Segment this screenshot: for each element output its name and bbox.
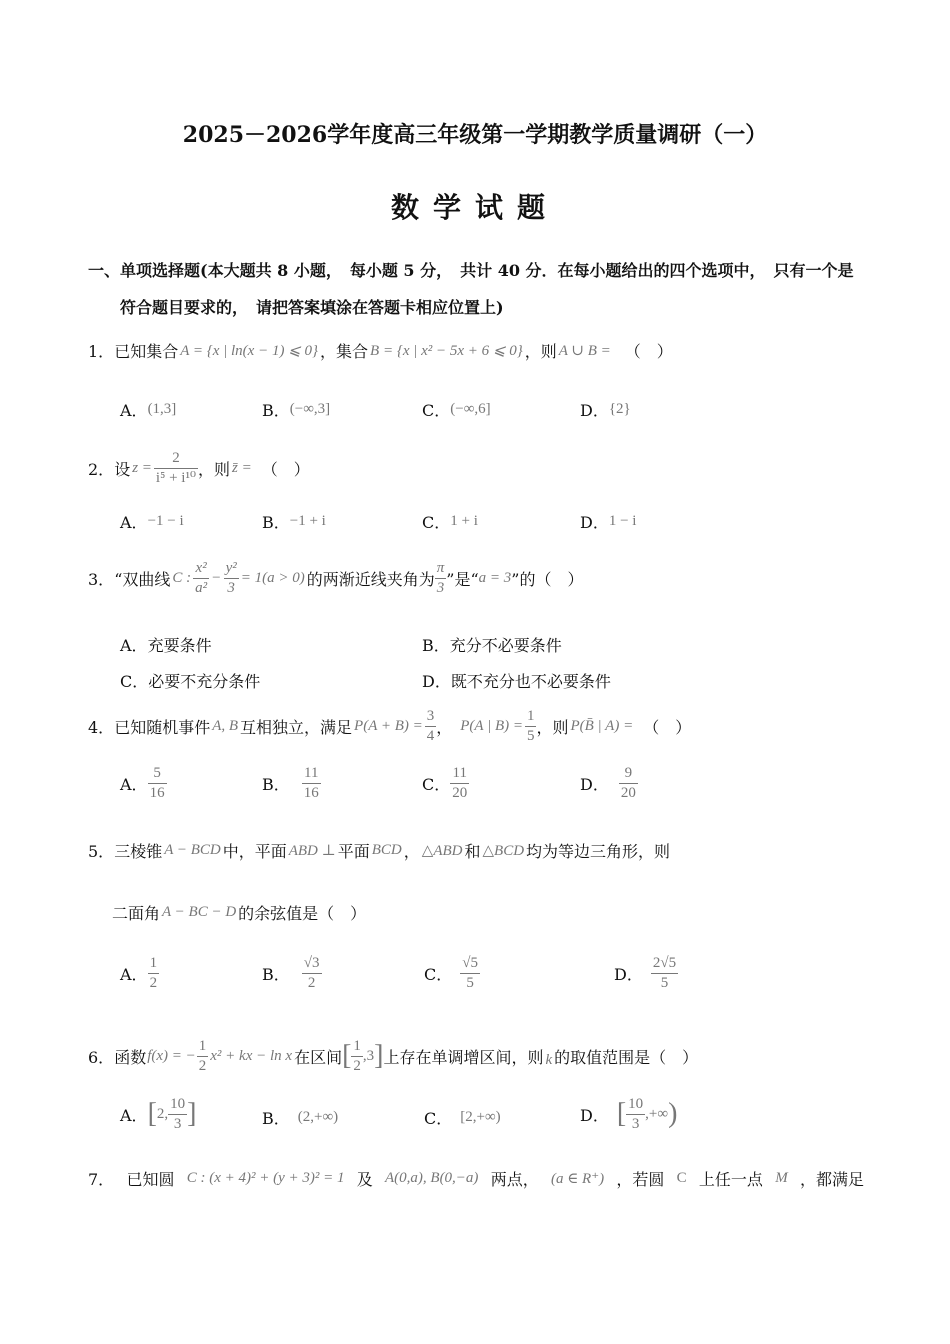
section-heading-line2: 符合题目要求的， 请把答案填涂在答题卡相应位置上) <box>120 298 504 317</box>
option-value: (−∞,3] <box>289 401 331 417</box>
left-bracket-glyph: [ <box>147 1098 157 1129</box>
question-text: 的余弦值是（ ） <box>238 903 367 923</box>
option-value-part: 2, <box>156 1105 169 1122</box>
tetrahedron-expr: A − BCD <box>164 841 221 858</box>
question-number: 4． <box>88 717 115 737</box>
fraction-numerator: 10 <box>626 1097 645 1115</box>
question-number: 7． <box>88 1169 115 1189</box>
fraction-numerator: 3 <box>425 709 437 727</box>
half-fraction <box>197 1039 209 1074</box>
option-label: D． <box>614 965 643 984</box>
fraction-denominator: 5 <box>660 975 669 991</box>
right-bracket-glyph: ] <box>374 1040 384 1071</box>
question-text: ，则 <box>536 717 569 737</box>
option-label: C． <box>422 775 451 794</box>
question-text: 在区间 <box>294 1047 343 1067</box>
answer-paren: （ ） <box>624 341 673 361</box>
fraction-numerator: 1 <box>148 956 160 974</box>
option-fraction <box>302 766 321 801</box>
fraction-numerator: 1 <box>525 709 537 727</box>
option-value: 1 + i <box>450 513 478 529</box>
option-label: D． <box>422 672 451 691</box>
fraction-denominator: 3 <box>227 579 235 596</box>
circle-name: C <box>676 1169 687 1186</box>
prob-union: P(A + B) = <box>354 717 423 734</box>
option-label: C． <box>424 965 453 984</box>
question-text: ，则 <box>524 341 557 361</box>
option-label: A． <box>120 775 148 794</box>
option-b <box>422 633 562 656</box>
option-fraction <box>651 956 678 991</box>
option-a <box>120 1096 196 1132</box>
option-fraction <box>168 1097 187 1132</box>
question-text: 设 <box>114 459 131 479</box>
option-a <box>120 633 212 656</box>
question-text: 上存在单调增区间，则 <box>383 1047 544 1067</box>
a-condition: (a ∈ R⁺) <box>550 1170 605 1187</box>
option-label: A． <box>120 513 148 532</box>
question-4 <box>88 704 691 748</box>
question-text: 函数 <box>114 1047 147 1067</box>
option-value: −1 + i <box>289 513 326 529</box>
option-label: A． <box>120 1105 148 1125</box>
option-c <box>422 398 491 421</box>
set-b-expr: B = {x | x² − 5x + 6 ⩽ 0} <box>370 342 523 359</box>
option-d <box>614 956 678 991</box>
point-m: M <box>775 1169 788 1186</box>
zbar-expr: z̄ = <box>231 459 252 476</box>
option-fraction <box>460 956 480 991</box>
fraction-three-quarters <box>425 709 437 744</box>
option-a <box>120 766 167 801</box>
option-d <box>580 766 638 801</box>
triangle-abd: △ABD <box>421 842 463 859</box>
question-text: “双曲线 <box>114 569 171 589</box>
option-fraction <box>619 766 638 801</box>
question-1 <box>88 336 673 364</box>
option-fraction <box>302 956 322 991</box>
fraction-denominator: 5 <box>526 727 535 744</box>
question-text: 二面角 <box>112 903 161 923</box>
option-b <box>262 510 326 533</box>
z-fraction <box>154 451 198 486</box>
option-label: A． <box>120 636 148 655</box>
question-number: 6． <box>88 1047 115 1067</box>
z-expr: z = <box>132 459 152 476</box>
fraction-numerator: y² <box>224 561 239 579</box>
option-c <box>424 1106 501 1129</box>
right-paren-glyph: ) <box>668 1098 678 1129</box>
fraction-numerator: 1 <box>197 1039 209 1057</box>
option-value: (−∞,6] <box>450 401 491 417</box>
option-fraction <box>148 956 160 991</box>
right-bracket-glyph: ] <box>187 1098 197 1129</box>
option-label: D． <box>580 513 609 532</box>
question-text: 上任一点 <box>698 1169 763 1189</box>
function-lhs: f(x) = − <box>147 1047 196 1064</box>
option-c <box>422 510 478 533</box>
question-text: 已知随机事件 <box>114 717 211 737</box>
fraction-denominator: 5 <box>466 975 474 991</box>
question-7 <box>88 1164 864 1192</box>
question-text: 已知集合 <box>114 341 179 361</box>
fraction-denominator: 3 <box>436 579 445 596</box>
fraction-numerator: x² <box>193 561 209 579</box>
fraction-denominator: 3 <box>173 1115 182 1132</box>
dihedral-angle-expr: A − BC − D <box>162 903 237 920</box>
option-a <box>120 956 159 991</box>
circle-equation: C : (x + 4)² + (y + 3)² = 1 <box>186 1169 345 1186</box>
left-bracket-glyph: [ <box>342 1040 352 1071</box>
fraction-denominator: 20 <box>452 785 468 801</box>
question-text: 互相独立，满足 <box>240 717 353 737</box>
option-value: 必要不充分条件 <box>148 672 261 691</box>
question-text: ，则 <box>197 459 230 479</box>
option-fraction <box>450 766 469 801</box>
option-label: C． <box>422 401 451 420</box>
option-label: B． <box>262 513 290 532</box>
option-value: 充要条件 <box>147 636 212 655</box>
x-squared-fraction <box>193 561 209 596</box>
fraction-denominator: 2 <box>149 975 158 991</box>
fraction-denominator: a² <box>195 579 208 596</box>
fraction-denominator: 16 <box>303 785 319 801</box>
option-label: D． <box>580 1105 609 1125</box>
question-text: ”是“ <box>446 569 479 589</box>
function-rhs: x² + kx − ln x <box>210 1047 293 1064</box>
option-a <box>120 398 176 421</box>
fraction-numerator: 9 <box>619 766 638 784</box>
fraction-denominator: i⁵ + i¹⁰ <box>155 469 196 486</box>
question-text: 均为等边三角形，则 <box>526 841 671 861</box>
plane-bcd: BCD <box>371 841 402 858</box>
union-expr: A ∪ B = <box>558 342 611 359</box>
question-number: 2． <box>88 459 115 479</box>
option-label: C． <box>422 513 451 532</box>
exam-title: 2025－2026学年度高三年级第一学期教学质量调研（一） <box>182 122 768 148</box>
fraction-numerator: 11 <box>302 766 321 784</box>
option-fraction <box>626 1097 645 1132</box>
question-5-line2 <box>112 900 366 924</box>
option-d <box>580 1096 677 1132</box>
fraction-numerator: 5 <box>148 766 167 784</box>
left-bracket-glyph: [ <box>616 1098 627 1129</box>
question-text: ”的（ ） <box>511 569 584 589</box>
fraction-numerator: 2√5 <box>651 956 678 974</box>
option-value: (2,+∞) <box>297 1109 339 1125</box>
fraction-numerator: 1 <box>351 1039 363 1057</box>
option-c <box>120 669 260 692</box>
variable-k: k <box>545 1051 553 1068</box>
option-value: (1,3] <box>147 401 177 417</box>
condition-expr: a = 3 <box>478 569 512 586</box>
option-label: B． <box>262 775 290 794</box>
minus-sign: − <box>212 569 221 586</box>
fraction-denominator: 16 <box>149 785 165 801</box>
fraction-denominator: 2 <box>307 975 316 991</box>
question-text: 及 <box>356 1169 373 1189</box>
option-label: D． <box>580 775 609 794</box>
option-label: B． <box>422 636 450 655</box>
option-b <box>262 398 330 421</box>
option-value: 1 − i <box>608 513 637 529</box>
fraction-numerator: 2 <box>154 451 198 469</box>
question-text: 三棱锥 <box>114 841 163 861</box>
option-label: B． <box>262 965 290 984</box>
subject-title: 数学试题 <box>390 191 559 224</box>
option-value: [2,+∞) <box>460 1109 501 1125</box>
events-ab: A, B <box>212 717 239 734</box>
option-label: A． <box>120 965 148 984</box>
question-text: 和 <box>464 841 481 861</box>
question-text: 平面 <box>337 841 370 861</box>
option-fraction <box>148 766 167 801</box>
option-c <box>422 766 469 801</box>
interval-left-fraction <box>351 1039 363 1074</box>
question-text: 的两渐近线夹角为 <box>306 569 435 589</box>
fraction-denominator: 20 <box>620 785 636 801</box>
fraction-one-fifth <box>525 709 537 744</box>
prob-target: P(B̄ | A) = <box>570 717 634 734</box>
fraction-numerator: π <box>435 561 447 579</box>
fraction-numerator: √3 <box>302 956 322 974</box>
question-6 <box>88 1036 698 1076</box>
question-number: 1． <box>88 341 115 361</box>
option-d <box>580 398 631 421</box>
points-ab: A(0,a), B(0,−a) <box>385 1169 479 1186</box>
fraction-denominator: 2 <box>198 1057 207 1074</box>
option-label: B． <box>262 1109 290 1128</box>
question-text: ，若圆 <box>616 1169 665 1189</box>
prob-conditional: P(A | B) = <box>460 717 523 734</box>
option-b <box>262 956 322 991</box>
fraction-numerator: 10 <box>168 1097 187 1115</box>
answer-paren: （ ） <box>643 717 692 737</box>
option-label: B． <box>262 401 290 420</box>
option-value: 既不充分也不必要条件 <box>450 672 611 691</box>
question-3 <box>88 554 583 602</box>
set-a-expr: A = {x | ln(x − 1) ⩽ 0} <box>180 342 319 359</box>
option-value: −1 − i <box>147 513 184 529</box>
fraction-denominator: 3 <box>631 1115 640 1132</box>
option-label: C． <box>120 672 149 691</box>
fraction-numerator: 11 <box>450 766 469 784</box>
question-text: ，集合 <box>320 341 369 361</box>
answer-paren: （ ） <box>261 459 310 479</box>
option-a <box>120 510 184 533</box>
fraction-denominator: 4 <box>426 727 435 744</box>
option-b <box>262 1106 338 1129</box>
plane-abd: ABD ⊥ <box>288 842 336 859</box>
option-label: A． <box>120 401 148 420</box>
separator: ， <box>436 717 453 737</box>
option-label: D． <box>580 401 609 420</box>
y-squared-fraction <box>224 561 239 596</box>
option-b <box>262 766 321 801</box>
question-text: 两点， <box>490 1169 539 1189</box>
question-number: 5． <box>88 841 115 861</box>
option-value: {2} <box>608 401 631 417</box>
pi-over-3 <box>435 561 447 596</box>
question-number: 3． <box>88 569 115 589</box>
fraction-denominator: 2 <box>353 1057 361 1074</box>
section-heading-line1: 一、单项选择题(本大题共 8 小题， 每小题 5 分， 共计 40 分．在每小题给出的四个选项中， 只有一个是 <box>88 261 854 280</box>
hyperbola-c: C : <box>172 569 192 586</box>
question-text: 已知圆 <box>126 1169 175 1189</box>
question-text: ， <box>403 841 420 861</box>
question-text: 中，平面 <box>222 841 287 861</box>
option-label: C． <box>424 1109 453 1128</box>
option-c <box>424 956 480 991</box>
triangle-bcd: △BCD <box>482 842 525 859</box>
option-value: 充分不必要条件 <box>449 636 562 655</box>
question-5 <box>88 838 670 862</box>
fraction-numerator: √5 <box>460 956 480 974</box>
question-text: ，都满足 <box>799 1169 864 1189</box>
option-d <box>422 669 611 692</box>
hyperbola-rhs: = 1(a > 0) <box>240 569 305 586</box>
interval-right: ,3 <box>362 1047 375 1064</box>
option-value-part: ,+∞ <box>645 1105 669 1122</box>
question-text: 的取值范围是（ ） <box>554 1047 699 1067</box>
option-d <box>580 510 636 533</box>
question-2 <box>88 448 310 488</box>
